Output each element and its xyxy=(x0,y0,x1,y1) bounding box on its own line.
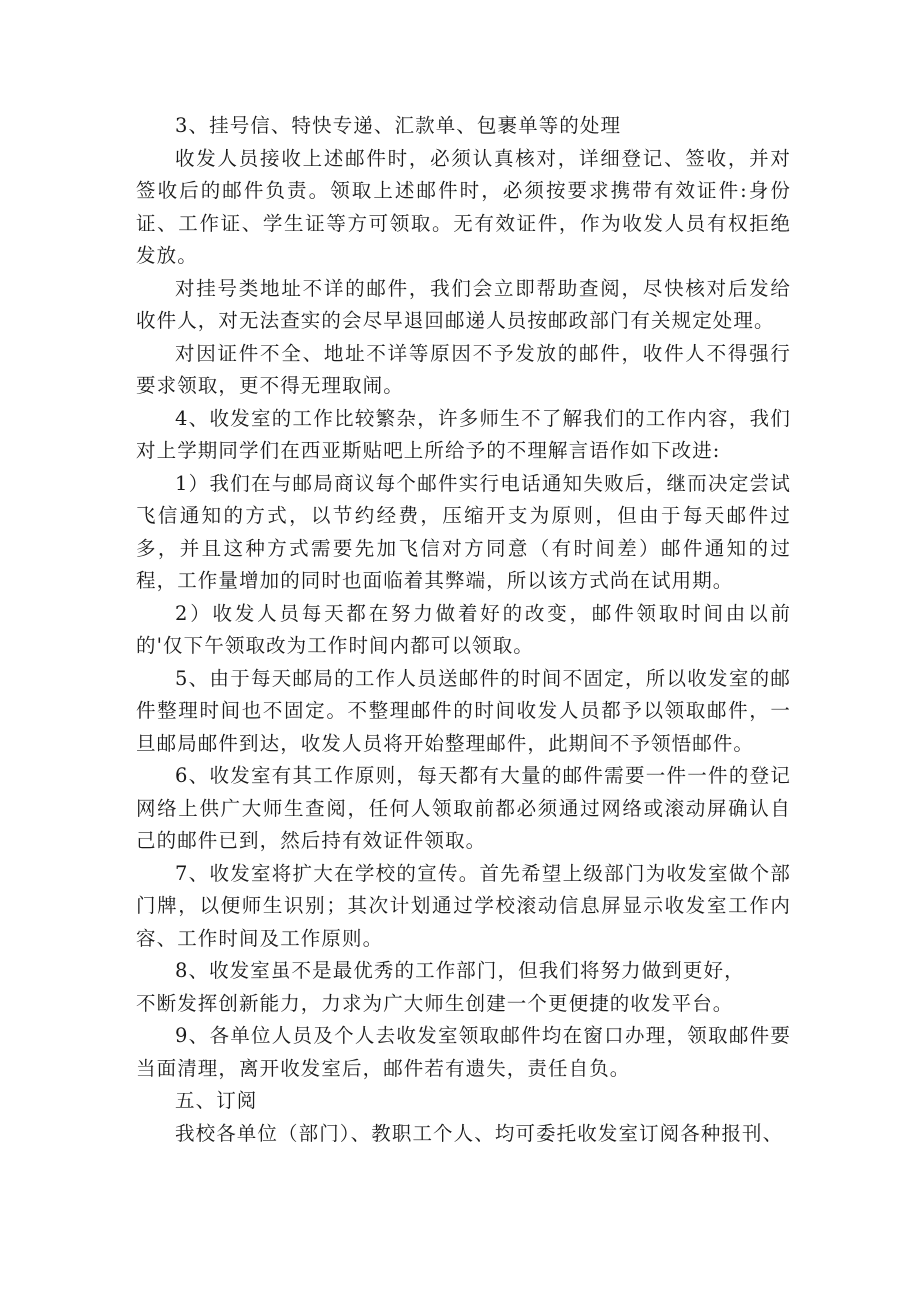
paragraph-item-4: 4、收发室的工作比较繁杂，许多师生不了解我们的工作内容，我们对上学期同学们在西亚斯贴吧上所给予的不理解言语作如下改进: xyxy=(136,406,791,462)
paragraph-item-7: 7、收发室将扩大在学校的宣传。首先希望上级部门为收发室做个部门牌，以便师生识别；其次计划通过学校滚动信息屏显示收发室工作内容、工作时间及工作原则。 xyxy=(136,861,791,950)
paragraph-subscription: 我校各单位（部门）、教职工个人、均可委托收发室订阅各种报刊、 xyxy=(175,1121,784,1145)
paragraph-item-5: 5、由于每天邮局的工作人员送邮件的时间不固定，所以收发室的邮件整理时间也不固定。不整理邮件的时间收发人员都予以领取邮件，一旦邮局邮件到达，收发人员将开始整理邮件，此期间不予领悟邮件。 xyxy=(136,666,791,755)
paragraph-receipt-procedure: 收发人员接收上述邮件时，必须认真核对，详细登记、签收，并对签收后的邮件负责。领取上述邮件时，必须按要求携带有效证件:身份证、工作证、学生证等方可领取。无有效证件，作为收发人员有权拒绝发放。 xyxy=(136,146,791,267)
document-body xyxy=(136,110,791,1150)
paragraph-item-6: 6、收发室有其工作原则，每天都有大量的邮件需要一件一件的登记网络上供广大师生查阅，任何人领取前都必须通过网络或滚动屏确认自己的邮件已到，然后持有效证件领取。 xyxy=(136,764,791,852)
paragraph-unclear-address: 对挂号类地址不详的邮件，我们会立即帮助查阅，尽快核对后发给收件人，对无法查实的会尽早退回邮递人员按邮政部门有关规定处理。 xyxy=(136,276,791,332)
paragraph-item-8-continued: 不断发挥创新能力，力求为广大师生创建一个更便捷的收发平台。 xyxy=(136,991,734,1015)
section-heading-subscription: 五、订阅 xyxy=(175,1089,258,1112)
paragraph-subitem-1: 1）我们在与邮局商议每个邮件实行电话通知失败后，继而决定尝试飞信通知的方式，以节约经费，压缩开支为原则，但由于每天邮件过多，并且这种方式需要先加飞信对方同意（有时间差）邮件通知的过程，工作量增加的同时也面临着其弊端，所以该方式尚在试用期。 xyxy=(136,471,791,592)
section-heading-registered-mail: 3、挂号信、特快专递、汇款单、包裹单等的处理 xyxy=(175,114,622,137)
paragraph-no-forced-claim: 对因证件不全、地址不详等原因不予发放的邮件，收件人不得强行要求领取，更不得无理取闹。 xyxy=(136,341,791,397)
paragraph-item-8: 8、收发室虽不是最优秀的工作部门，但我们将努力做到更好， xyxy=(175,959,745,982)
paragraph-subitem-2: 2）收发人员每天都在努力做着好的改变，邮件领取时间由以前的'仅下午领取改为工作时间内都可以领取。 xyxy=(136,601,791,657)
paragraph-item-9: 9、各单位人员及个人去收发室领取邮件均在窗口办理，领取邮件要当面清理，离开收发室后，邮件若有遗失，责任自负。 xyxy=(136,1024,791,1080)
